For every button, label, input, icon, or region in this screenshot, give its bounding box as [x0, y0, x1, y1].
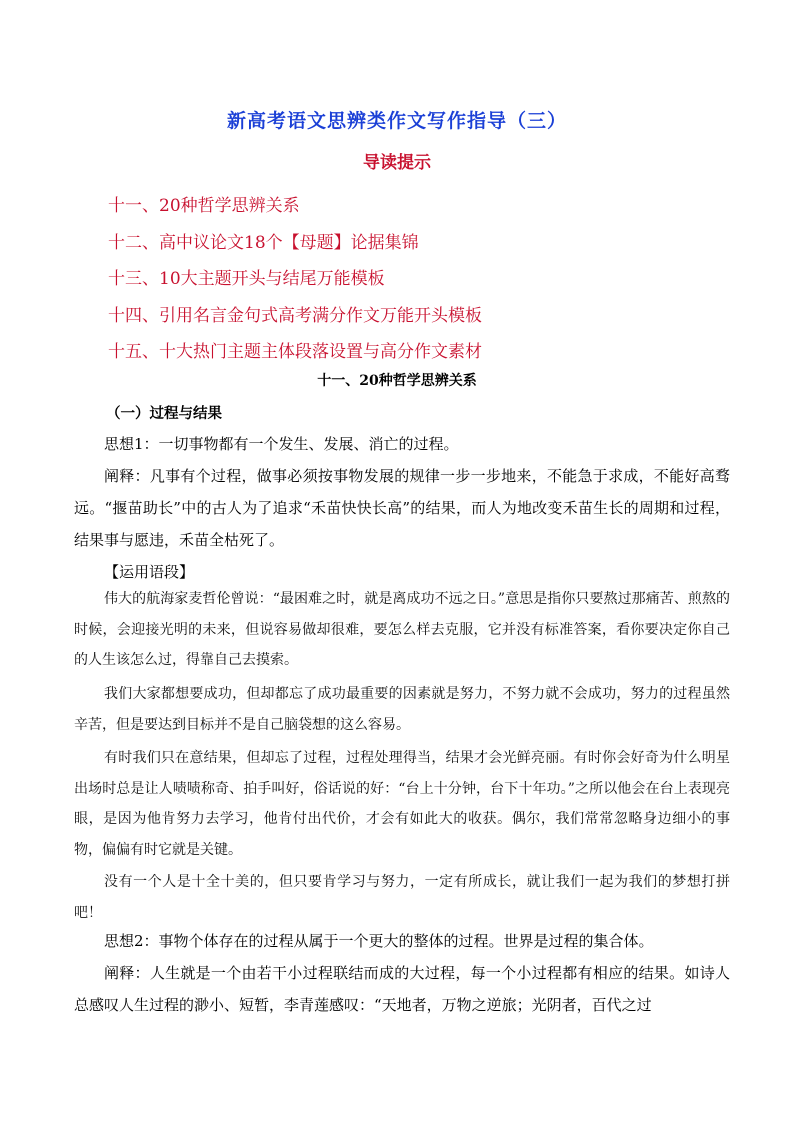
document-title: 新高考语文思辨类作文写作指导（三）	[226, 110, 567, 132]
reading-guide-heading: 导读提示	[363, 153, 431, 173]
thought-1-paragraph: 思想1：一切事物都有一个发生、发展、消亡的过程。	[104, 435, 459, 453]
usage-paragraph: 有时我们只在意结果，但却忘了过程，过程处理得当，结果才会光鲜亮丽。有时你会好奇为什么明星出场时总是让人啧啧称奇、拍手叫好，俗话说的好：“台上十分钟，台下十年功。”之所以他会在台上表现亮眼，是因为他肯努力去学习，他肯付出代价，才会有如此大的收获。偶尔，我们常常忽略身边细小的事物，偏偏有时它就是关键。	[74, 750, 730, 858]
explanation-1-paragraph: 阐释：凡事有个过程，做事必须按事物发展的规律一步一步地来，不能急于求成，不能好高骛远。“揠苗助长”中的古人为了追求“禾苗快快长高”的结果，而人为地改变禾苗生长的周期和过程，结果事与愿违，禾苗全枯死了。	[74, 467, 730, 549]
usage-paragraph: 没有一个人是十全十美的，但只要肯学习与努力，一定有所成长，就让我们一起为我们的梦想打拼吧！	[74, 874, 730, 921]
usage-paragraph: 伟大的航海家麦哲伦曾说：“最困难之时，就是离成功不远之日。”意思是指你只要熬过那痛苦、煎熬的时候，会迎接光明的未来，但说容易做却很难，要怎么样去克服，它并没有标准答案，看你要决定你自己的人生该怎么过，得靠自己去摸索。	[74, 591, 730, 668]
toc-item: 十二、高中议论文18个【母题】论据集锦	[108, 232, 419, 253]
toc-item: 十五、十大热门主题主体段落设置与高分作文素材	[108, 342, 482, 362]
table-of-contents	[108, 188, 748, 371]
usage-label: 【运用语段】	[104, 563, 195, 581]
thought-2-paragraph: 思想2：事物个体存在的过程从属于一个更大的整体的过程。世界是过程的集合体。	[104, 932, 654, 950]
usage-paragraph: 我们大家都想要成功，但却都忘了成功最重要的因素就是努力，不努力就不会成功，努力的过程虽然辛苦，但是要达到目标并不是自己脑袋想的这么容易。	[74, 686, 730, 733]
sub-heading: （一）过程与结果	[106, 405, 222, 422]
section-heading: 十一、20种哲学思辨关系	[317, 373, 477, 389]
toc-item: 十三、10大主题开头与结尾万能模板	[108, 269, 385, 289]
explanation-2-paragraph: 阐释：人生就是一个由若干小过程联结而成的大过程，每一个小过程都有相应的结果。如诗人总感叹人生过程的渺小、短暂，李青莲感叹：“天地者，万物之逆旅；光阴者，百代之过	[74, 964, 730, 1014]
toc-item: 十一、20种哲学思辨关系	[108, 196, 300, 216]
toc-item: 十四、引用名言金句式高考满分作文万能开头模板	[108, 305, 482, 326]
